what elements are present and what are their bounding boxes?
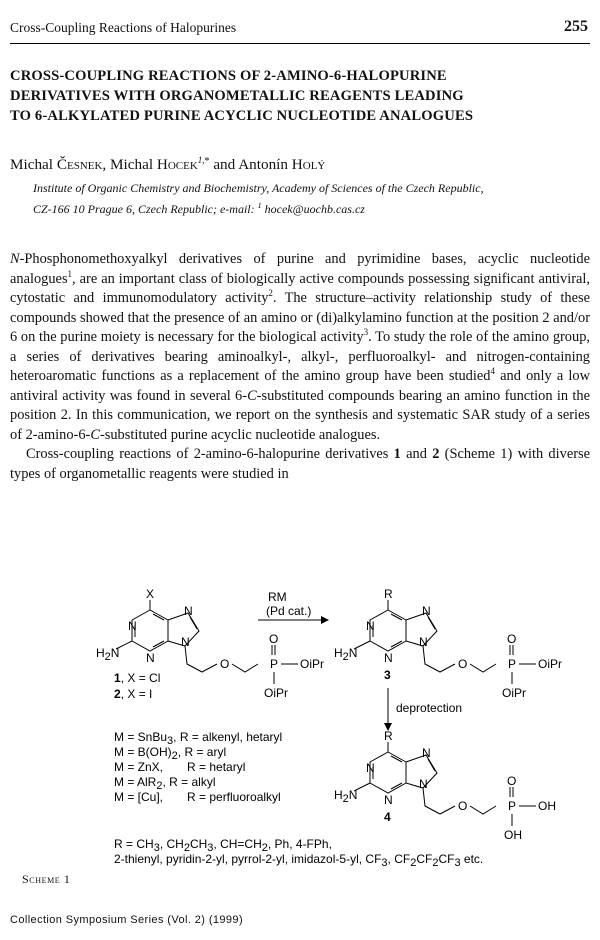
reagent-r: , R = aryl [177,745,227,759]
reagent-r: R = hetaryl [187,760,246,774]
email-address: hocek@uochb.cas.cz [261,202,365,216]
compound-number: 4 [384,810,391,824]
paragraph [10,250,590,445]
author-text: Č [56,156,67,174]
atom-label: N [384,651,393,665]
atom-label: N [146,651,155,665]
page-number: 255 [564,18,588,35]
atom-label: H [96,646,105,660]
reagent-m: M = [Cu], [114,790,164,804]
atom-label: N [128,619,137,633]
scheme-label: Scheme 1 [22,872,71,886]
subscript: 2 [410,857,417,869]
compound-number: 2 [114,687,121,701]
atom-label: N [110,646,120,660]
affiliation-line: Institute of Organic Chemistry and Biochemistry, Academy of Sciences of the Czech Republic, [33,181,484,195]
author-text: , Michal [102,156,157,174]
compound-number: 2 [432,446,440,462]
paragraph [10,445,590,484]
author-surname: olý [302,156,326,174]
compound-number: 3 [384,668,391,682]
affiliation [33,180,593,218]
atom-label: N [184,604,193,618]
atom-label: N [419,635,428,649]
reaction-conditions [266,590,462,715]
subscript: 3 [381,857,388,869]
atom-label: N [348,646,358,660]
text-run: . To study the role of the amino group, a series of derivatives bearing aminoalkyl-, alkyl-, perfluoroalkyl- and nitrogen-containing heteroaromatic functions as a replacement of the amino group have been studied [10,329,590,384]
atom-label: P [508,657,517,671]
title-line: TO 6-ALKYLATED PURINE ACYCLIC NUCLEOTIDE ANALOGUES [10,108,474,124]
catalyst-label: (Pd cat.) [266,604,312,618]
svg-text:2, X = I [114,687,152,701]
atom-label: N [181,635,190,649]
text-run: C [90,426,100,443]
text-run: and [400,446,433,462]
atom-label: O [269,632,279,646]
svg-text:H2N [334,788,357,805]
text-run: CF [438,852,455,866]
subscript: 2 [432,857,439,869]
author-list [10,155,325,174]
text-run: 2-thienyl, pyridin-2-yl, pyrrol-2-yl, imidazol-5-yl, CF [114,852,382,866]
author-footnote-mark: 1, [197,155,205,165]
author-text: and Antonín [209,156,292,174]
text-run: -Phosphonomethoxyalkyl derivatives of purine and pyrimidine bases, acyclic nucleotide analogues [10,251,590,287]
structure-3-labels [334,587,562,700]
author-text: Michal [10,156,57,174]
running-title: Cross-Coupling Reactions of Halopurines [10,20,237,35]
email-footnote-mark: 1 [257,201,262,210]
subscript: 2 [104,651,111,663]
atom-label: O [507,774,517,788]
atom-label: O [458,657,468,671]
svg-text:H2N [334,646,357,663]
subscript: 2 [171,750,178,762]
text-run: , CH=CH [213,837,262,851]
deprotection-label: deprotection [396,701,463,715]
atom-label: P [270,657,279,671]
reagent-label: RM [268,590,287,604]
text-run: and only a low antiviral activity was found in several 6- [10,368,590,404]
subscript: 2 [342,793,349,805]
text-run: , CH [159,837,184,851]
article-title [10,66,590,126]
atom-label: OiPr [502,686,526,700]
affiliation-text: CZ-166 10 Prague 6, Czech Republic; e-mail: [33,202,258,216]
subscript: 3 [153,842,160,854]
citation: 3 [363,327,369,338]
subscript: 2 [156,780,163,792]
atom-label: H [334,646,343,660]
text-run: etc. [460,852,484,866]
subscript: 3 [167,735,174,747]
affiliation-line [33,197,593,218]
author-surname: esnek [66,156,103,174]
atom-label: N [348,788,358,802]
atom-label: OH [538,799,556,813]
atom-label: N [419,777,428,791]
atom-label: O [507,632,517,646]
text-run: CH [189,837,208,851]
reagent-m: M = ZnX, [114,760,164,774]
reagent-m: M = AlR [114,775,157,789]
citation: 2 [268,288,273,299]
author-text: H [156,156,168,174]
author-surname: ocek [167,156,198,174]
text-run: C [247,387,257,404]
citation: 1 [67,268,73,279]
reagent-r: , R = alkenyl, hetaryl [173,730,283,744]
text-run: , CF [387,852,411,866]
reagent-m: M = B(OH) [114,745,172,759]
subscript: 2 [183,842,190,854]
reagent-m: M = SnBu [114,730,168,744]
svg-text:H2N [96,646,119,663]
text-run: , Ph, 4-FPh, [267,837,332,851]
reaction-scheme [0,570,600,900]
text-run: N [10,251,20,267]
atom-label: N [384,793,393,807]
body-text [10,250,590,484]
subscript: 2 [261,842,268,854]
atom-label: N [422,604,431,618]
header-rule [10,43,590,44]
atom-label: N [366,619,375,633]
author-text: H [291,156,303,174]
footer-citation: Collection Symposium Series (Vol. 2) (1999) [10,914,244,926]
subscript: 2 [342,651,349,663]
atom-label: O [220,657,230,671]
title-line: DERIVATIVES WITH ORGANOMETALLIC REAGENTS LEADING [10,88,464,104]
atom-label: N [422,746,431,760]
atom-label: H [334,788,343,802]
structure-4-labels [334,729,556,842]
atom-label: OiPr [300,657,324,671]
substituent-x: X [146,587,155,601]
text-run: R = CH [114,837,154,851]
r-substituent-list [114,837,483,869]
title-line: CROSS-COUPLING REACTIONS OF 2-AMINO-6-HALOPURINE [10,68,447,84]
compound-number: 1 [114,671,121,685]
substituent-r: R [384,587,393,601]
reagent-r: R = perfluoroalkyl [187,790,281,804]
compound-label: , X = I [120,687,153,701]
reagent-r: , R = alkyl [162,775,216,789]
subscript: 3 [207,842,214,854]
atom-label: P [508,799,517,813]
atom-label: OiPr [264,686,288,700]
atom-label: N [366,761,375,775]
text-run: (Scheme 1) with diverse types of organometallic reagents were studied in [10,446,590,482]
corresponding-mark: * [204,156,210,168]
atom-label: OiPr [538,657,562,671]
subscript: 3 [454,857,461,869]
text-run: , are an important class of biologically active compounds possessing significant antiviral, cytostatic and immunomodulatory activity [10,270,590,306]
svg-text:1, X = Cl [114,671,160,685]
text-run: CF [416,852,433,866]
text-run: Cross-coupling reactions of 2-amino-6-halopurine derivatives [26,446,394,462]
citation: 4 [490,366,495,377]
scheme-drawing [0,570,600,900]
reagent-list [114,730,282,804]
compound-label: , X = Cl [120,671,161,685]
atom-label: O [458,799,468,813]
text-run: -substituted purine acyclic nucleotide analogues. [99,426,381,443]
text-run: . The structure–activity relationship study of these compounds showed that the presence of an amino or (di)alkylamino function at the position 2 and/or 6 on the purine moiety is necessary for the biological activity [10,290,590,345]
text-run: -substituted compounds bearing an amino function in the position 2. In this communication, we report on the synthesis and systematic SAR study of a series of 2-amino-6- [10,387,591,443]
svg-text:2-thienyl, pyridin-2-yl, pyrro [114,852,483,869]
compound-number: 1 [393,446,401,462]
running-header [10,18,590,40]
substituent-r: R [384,729,393,743]
atom-label: OH [504,828,522,842]
